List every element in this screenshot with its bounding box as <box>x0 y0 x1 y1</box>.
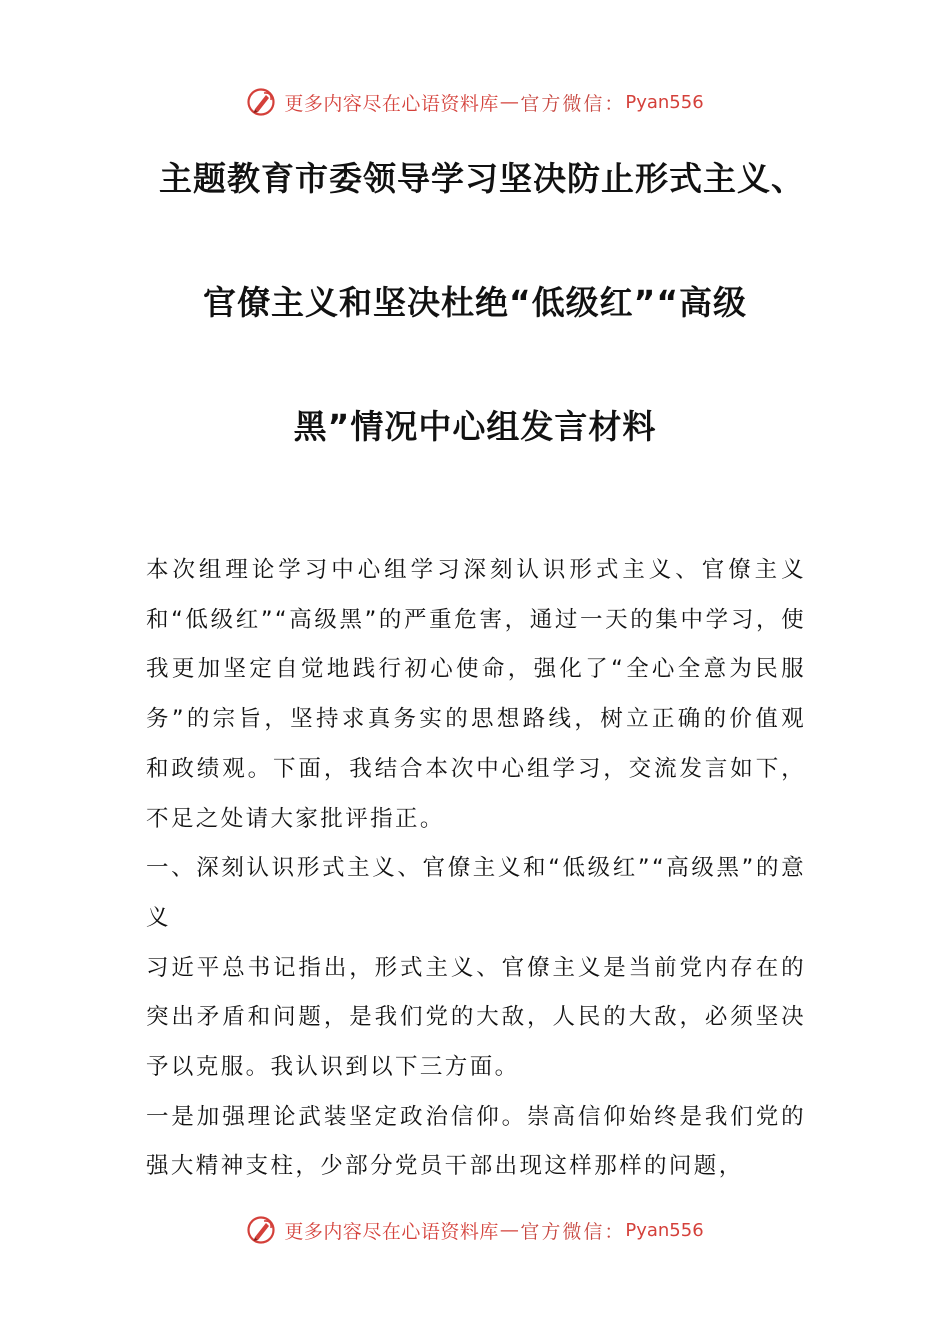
section-heading-1: 一、深刻认识形式主义、官僚主义和“低级红”“高级黑”的意义 <box>146 855 806 931</box>
body-paragraph: 一是加强理论武装坚定政治信仰。崇高信仰始终是我们党的强大精神支柱，少部分党员干部出现这样那样的问题， <box>146 1103 806 1180</box>
footer-watermark <box>0 1210 950 1250</box>
title-line-3: 黑”情况中心组发言材料 <box>293 407 657 446</box>
watermark-wechat-id: Pyan556 <box>625 91 704 113</box>
watermark-wechat-label: 官方微信： <box>520 1220 626 1243</box>
watermark-wechat-id: Pyan556 <box>625 1219 704 1241</box>
watermark-dash: — <box>499 91 520 113</box>
watermark-dash: — <box>499 1219 520 1241</box>
watermark-main-text: 更多内容尽在心语资料库 <box>284 92 499 115</box>
document-title <box>0 148 950 520</box>
intro-paragraph: 本次组理论学习中心组学习深刻认识形式主义、官僚主义和“低级红”“高级黑”的严重危害，通过一天的集中学习，使我更加坚定自觉地践行初心使命，强化了“全心全意为民服务”的宗旨，坚持求真务实的思想路线，树立正确的价值观和政绩观。下面，我结合本次中心组学习，交流发言如下，不足之处请大家批评指正。 <box>146 557 806 832</box>
pen-logo-icon <box>246 1215 276 1245</box>
document-body <box>146 546 806 1192</box>
header-watermark <box>0 82 950 122</box>
pen-logo-icon <box>246 87 276 117</box>
body-paragraph: 习近平总书记指出，形式主义、官僚主义是当前党内存在的突出矛盾和问题，是我们党的大敌，人民的大敌，必须坚决予以克服。我认识到以下三方面。 <box>146 954 806 1081</box>
title-line-1: 主题教育市委领导学习坚决防止形式主义、 <box>159 159 805 198</box>
watermark-wechat-label: 官方微信： <box>520 92 626 115</box>
title-line-2: 官僚主义和坚决杜绝“低级红”“高级 <box>202 283 748 322</box>
watermark-main-text: 更多内容尽在心语资料库 <box>284 1220 499 1243</box>
